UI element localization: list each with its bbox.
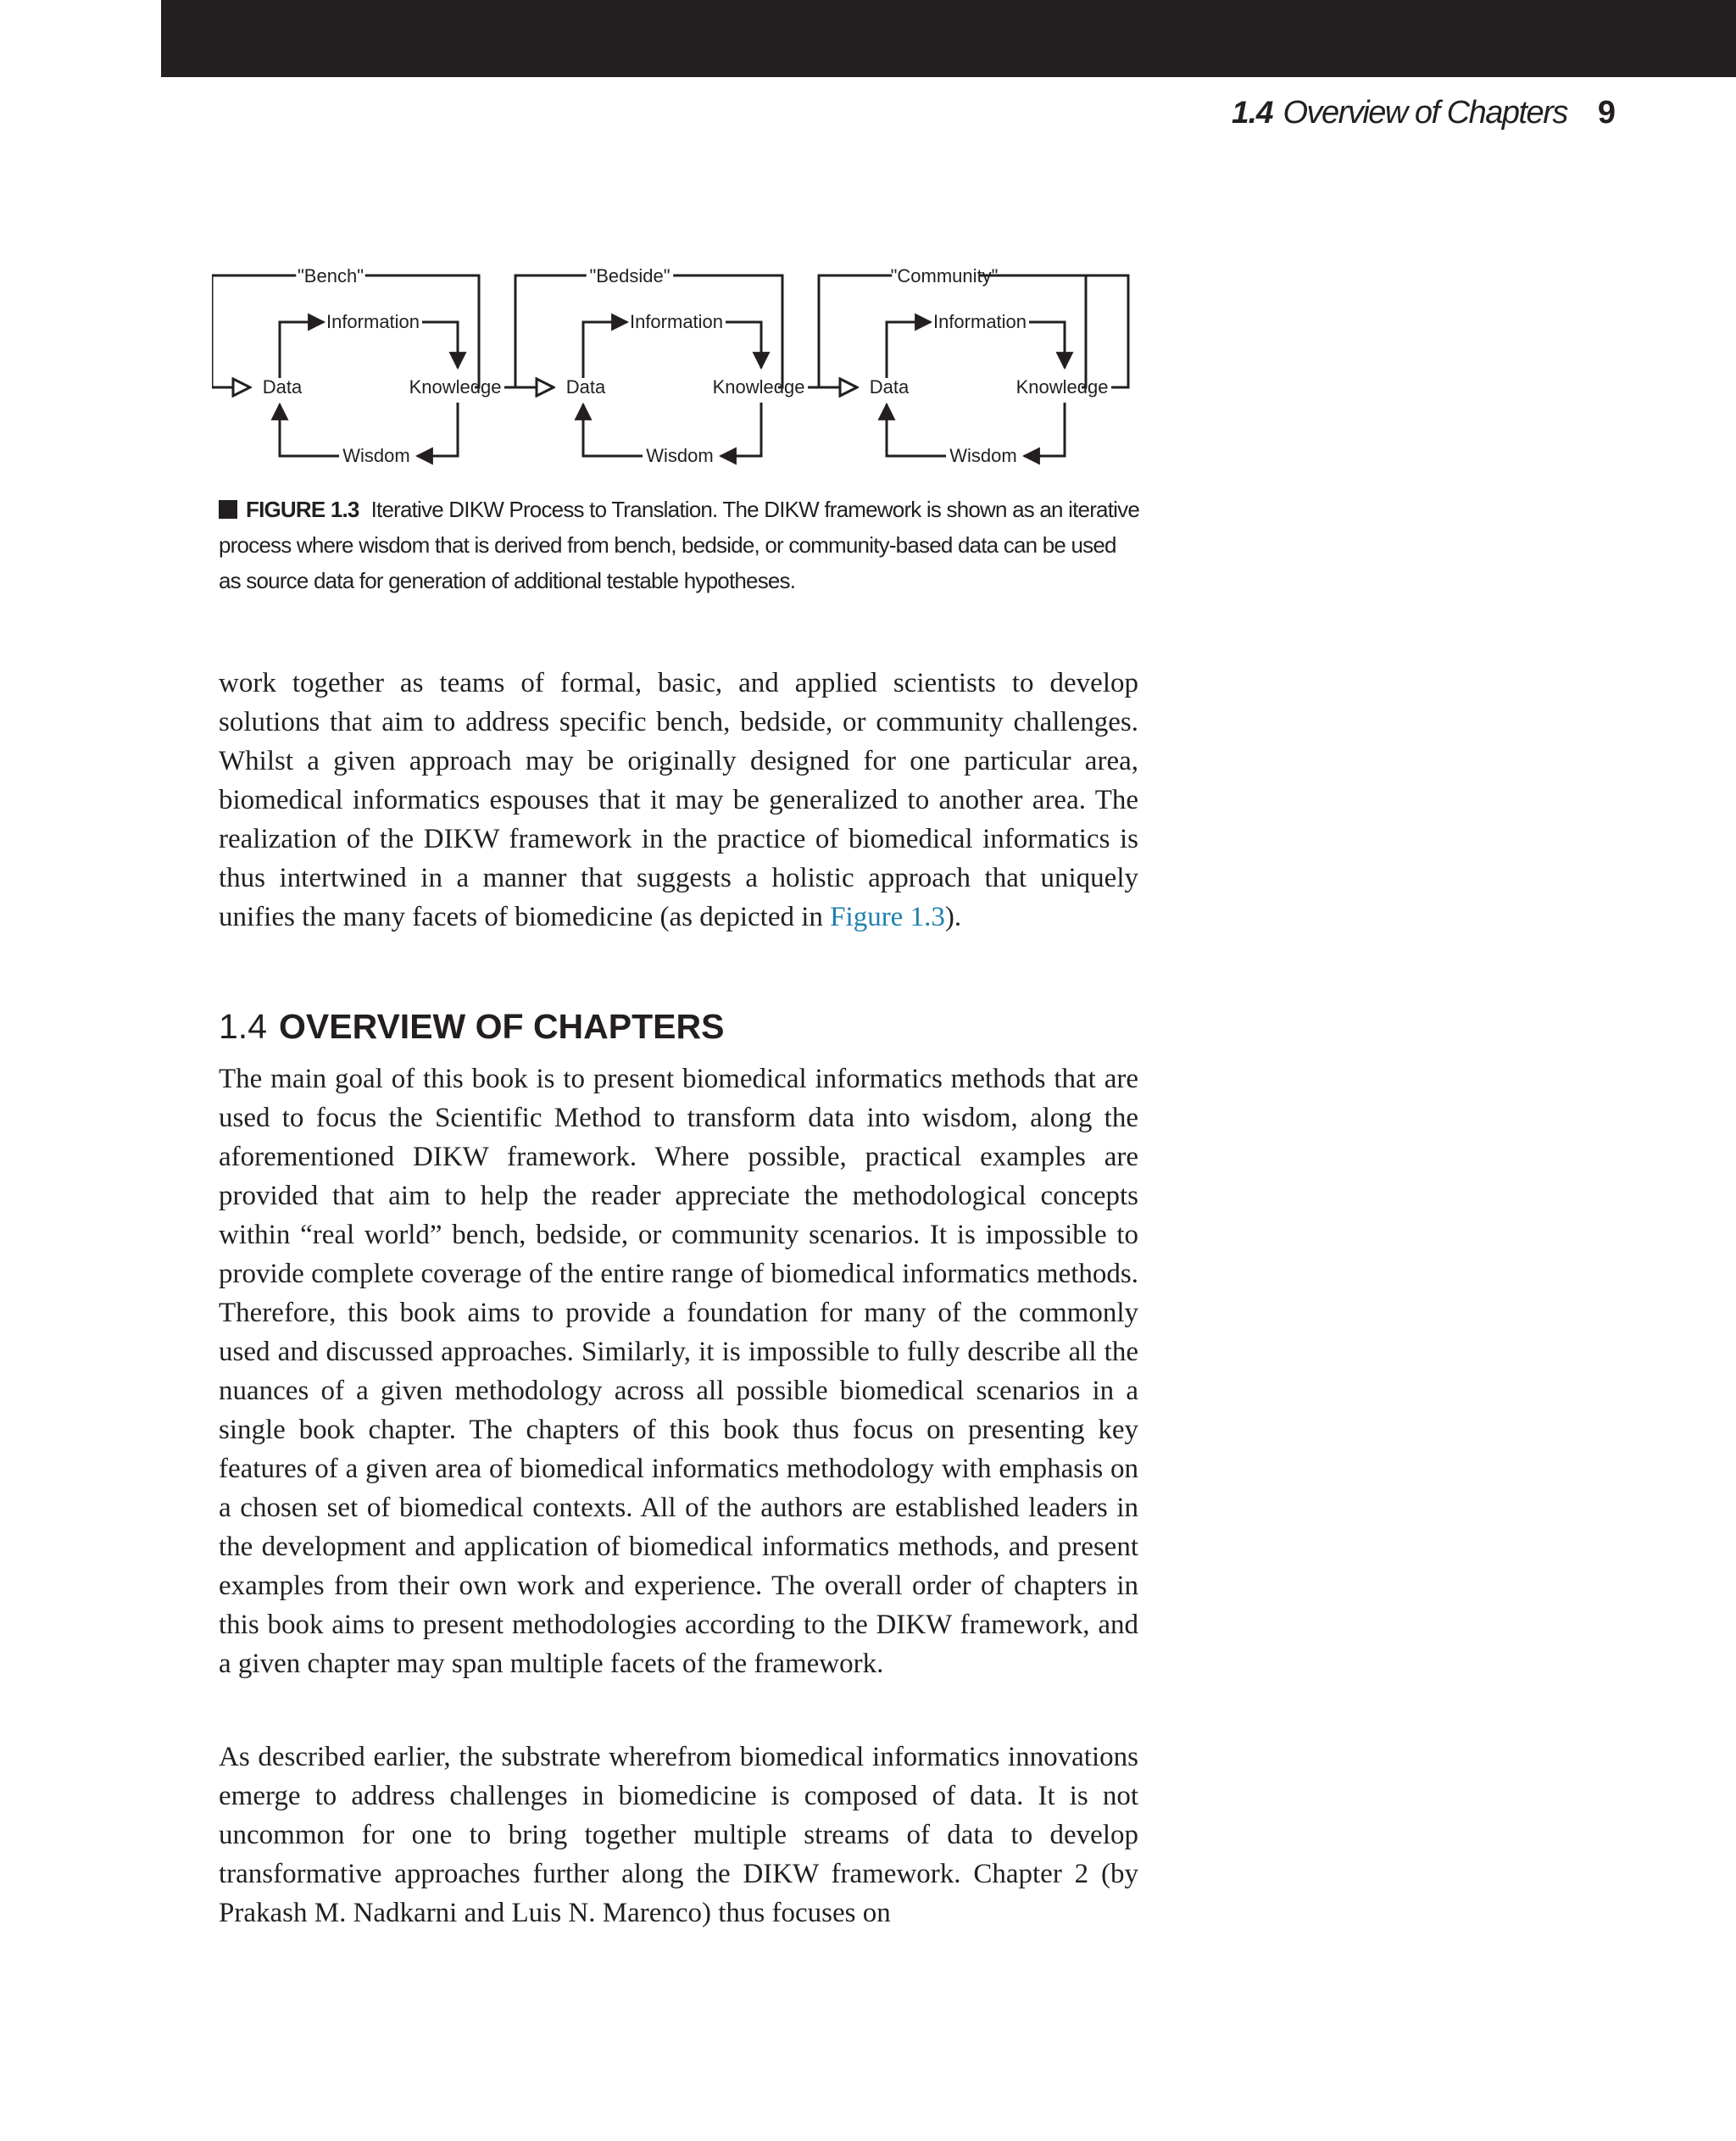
data-label: Data [565, 376, 606, 398]
header-section-number: 1.4 [1232, 95, 1273, 130]
data-label: Data [869, 376, 910, 398]
stage-outer-loop-left-0 [212, 275, 296, 387]
paragraph-1 [219, 664, 1138, 937]
caption-square-bullet [219, 500, 237, 519]
data-label: Data [262, 376, 303, 398]
knowledge-label: Knowledge [1015, 376, 1109, 398]
knowledge-to-wisdom-arrow [721, 403, 761, 456]
figure-reference-link[interactable]: Figure 1.3 [830, 902, 945, 932]
dikw-diagram [212, 254, 1144, 475]
stage-label: "Bedside" [589, 265, 670, 286]
running-header [1232, 95, 1616, 146]
paragraph-1-text: work together as teams of formal, basic, and applied scientists to develop solutions that aim to address specific bench, bedside, or community challenges. Whilst a given approach may be originally designed for one particular area, biomedical informatics espouses that it may be generalized to another area. The realization of the DIKW framework in the practice of biomedical informatics is thus intertwined in a manner that suggests a holistic approach that uniquely unifies the many facets of biomedicine (as depicted in [219, 668, 1138, 932]
stage-label: "Bench" [298, 265, 364, 286]
data-to-information-arrow [583, 322, 627, 378]
information-to-knowledge-arrow [726, 322, 761, 368]
knowledge-to-wisdom-arrow [1024, 403, 1065, 456]
section-heading [219, 1005, 724, 1048]
stage-outer-loop-left-2 [819, 275, 892, 387]
paragraph-3: As described earlier, the substrate wherefrom biomedical informatics innovations emerge to address challenges in biomedicine is composed of data. It is not uncommon for one to bring together multiple streams of data to develop transformative approaches further along the DIKW framework. Chapter 2 (by Prakash M. Nadkarni and Luis N. Marenco) thus focuses on [219, 1742, 1138, 1928]
wisdom-to-data-arrow [280, 404, 339, 456]
figure-caption [219, 492, 1143, 598]
page-number: 9 [1597, 95, 1616, 131]
top-black-bar [161, 0, 1736, 77]
knowledge-label: Knowledge [712, 376, 805, 398]
wisdom-to-data-arrow [887, 404, 946, 456]
stage-label: "Community" [890, 265, 999, 286]
figure-caption-text: Iterative DIKW Process to Translation. The DIKW framework is shown as an iterative process where wisdom that is derived from bench, bedside, or community-based data can be used as source data for generation of additional testable hypotheses. [219, 497, 1139, 593]
information-to-knowledge-arrow [1029, 322, 1065, 368]
paragraph-2: The main goal of this book is to present biomedical informatics methods that are used to focus the Scientific Method to transform data into wisdom, along the aforementioned DIKW framework. Where possible, practical examples are provided that aim to help the reader appreciate the methodological concepts within “real world” bench, bedside, or community scenarios. It is impossible to provide complete coverage of the entire range of biomedical informatics methods. Therefore, this book aims to provide a foundation for many of the commonly used and discussed approaches. Similarly, it is impossible to fully describe all the nuances of a given methodology across all possible biomedical scenarios in a single book chapter. The chapters of this book thus focus on presenting key features of a given area of biomedical informatics methodology with emphasis on a chosen set of biomedical contexts. All of the authors are established leaders in the development and application of biomedical informatics methods, and present examples from their own work and experience. The overall order of chapters in this book aims to present methodologies according to the DIKW framework, and a given chapter may span multiple facets of the framework. [219, 1064, 1138, 1679]
knowledge-label: Knowledge [409, 376, 502, 398]
wisdom-to-data-arrow [583, 404, 643, 456]
section-title: OVERVIEW OF CHAPTERS [279, 1007, 725, 1046]
wisdom-label: Wisdom [646, 445, 714, 466]
data-to-information-arrow [280, 322, 324, 378]
knowledge-to-wisdom-arrow [417, 403, 458, 456]
section-number: 1.4 [219, 1007, 267, 1046]
information-label: Information [932, 311, 1027, 332]
wisdom-label: Wisdom [949, 445, 1017, 466]
wisdom-label: Wisdom [342, 445, 410, 466]
information-label: Information [326, 311, 420, 332]
figure-label: FIGURE 1.3 [246, 497, 359, 522]
information-label: Information [629, 311, 724, 332]
stage-outer-loop-left-1 [515, 275, 587, 387]
data-to-information-arrow [887, 322, 931, 378]
header-section-title: Overview of Chapters [1283, 95, 1567, 131]
paragraph-1-end: ). [944, 902, 962, 932]
information-to-knowledge-arrow [422, 322, 458, 368]
